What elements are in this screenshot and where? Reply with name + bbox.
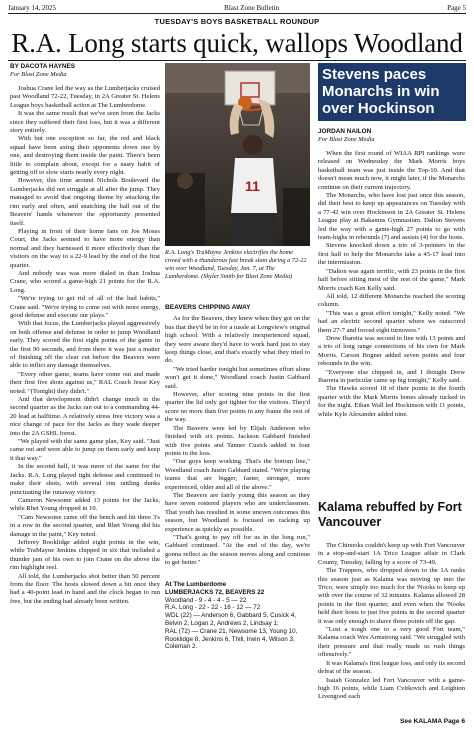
story3-paragraph: The Trappers, who dropped down to the 1A ranks this season just as Kalama was moving up into the Trico, were simply too much for the 'Nooks to keep up with over the course of 32 minutes. Kalama allowed 28 points in the first quarter, and even when the 'Nooks held their hosts to just five points in the second quarter it was only enough to shave three points off the gap.	[318, 567, 465, 625]
main-story-byline: BY DACOTA HAYNES	[10, 63, 75, 70]
main-story-paragraph: And nobody was was more dialed in than Joshua Crane, who scored a game-high 21 points for the R.A. Long.	[10, 269, 160, 294]
jump-line-kalama[interactable]: See KALAMA Page 6	[400, 718, 465, 725]
main-story-paragraph: Cameron Newsome added 13 points for the Jacks, while Rhet Young dropped in 10.	[10, 496, 160, 513]
main-story-paragraph: "We're trying to get rid of all of the bad habits," Crane said. "We're trying to come out with more energy, good defense and execute our plays."	[10, 295, 160, 319]
main-story-paragraph: With but one exception so far, the red and black squad have been axing their opponents down one by one, and destroying them inside the paint. There's been little to complain about, except for a nasty habit of getting off to slow starts nearly every night.	[10, 135, 160, 177]
story2-byline-org: For Blast Zone Media	[318, 136, 375, 143]
story2-paragraph: "Dalton was again terrific, with 23 points in the first half before sitting most of the rest of the game," Mark Morris coach Ken Kelly said.	[318, 267, 465, 292]
continuation-paragraph: However, after scoring nine points in the first quarter the lid only got tighter for the visitors. They'd score no more than five points in any frame the rest of the way.	[165, 391, 310, 424]
main-headline: R.A. Long starts quick, wallops Woodland	[11, 28, 463, 58]
main-story-paragraph: However, this time around Nichols Boulevard the Lumberjacks did not struggle at all after the jump. They managed to avoid that ongoing theme by attacking the rim early and often, and snatching the ball out of the Beavers' hands whenever the opportunity presented itself.	[10, 177, 160, 227]
story2-headline: Stevens paces Monarchs in win over Hockinson	[318, 63, 466, 121]
box-score-line: Woodland - 9 - 4 - 4 - 5 — 22	[165, 596, 247, 604]
story3-headline: Kalama rebuffed by Fort Vancouver	[318, 500, 462, 529]
headline-rule	[8, 60, 466, 61]
main-story-column	[10, 63, 160, 606]
main-story-paragraph: Playing in front of their home fans on Joe Moses Court, the Jacks seemed to have more energy than normal and they harnessed it more effectively than the visitors on the way to a 22-9 lead by the end of the first quarter.	[10, 227, 160, 269]
story2-byline: JORDAN NAILON	[318, 128, 372, 135]
story2-paragraph: When the first round of WIAA RPI rankings were released on Wednesday the Mark Morris boys basketball team was just inside the Top-10. And that doesn't mean much now, it might later, if the Monarchs continue on their current trajectory.	[318, 150, 465, 191]
story3-paragraph: It was Kalama's first league loss, and only its second defeat of the season.	[318, 659, 465, 676]
main-story-paragraph: Joshua Crane led the way as the Lumberjacks cruised past Woodland 72-22, Tuesday, in 2A Greater St. Helens League boys basketball action at The Lumberdome.	[10, 85, 160, 109]
main-story-paragraph: And that development didn't change much in the second quarter as the Jacks ran out to a commanding 44-20 lead at halftime. A relatively stress free victory was a nice change of pace for the Jacks as they wade deeper into the 2A GSHL forest.	[10, 396, 160, 437]
subhead-beavers: BEAVERS CHIPPING AWAY	[165, 304, 251, 311]
publication-name: Blast Zone Bulletin	[224, 3, 279, 12]
continuation-paragraph: The Beavers were led by Elijah Anderson who finished with six points. Jackson Gabbard finished with five points and Tanner Cusick added in four points in the loss.	[165, 424, 310, 457]
issue-date: January 14, 2025	[8, 3, 57, 12]
box-score	[165, 581, 310, 651]
main-story-paragraph: In the second half, it was more of the same for the Jacks. R.A. Long played tight defense and continued to make their shots, with several rim rattling dunks punctuating the runaway victory.	[10, 463, 160, 496]
box-score-line: RAL (72) — Crane 21, Newsome 13, Young 10, Rooklidge 8, Jenkins 6, Thill, Irwin 4, Wilson 3, Coleman 2.	[165, 627, 298, 651]
story2-paragraph: The Monarchs, who have lost just once this season, did their best to keep up appearances on Tuesday with a 77-42 win over Hockinson in 2A Greater St. Helens League play at Bakamus Gymnasium. Dalton Stevens led the way with a game-high 27 points to go with team-highs in rebounds (7) and assists (4) for the hosts.	[318, 192, 465, 242]
page-number: Page 5	[447, 3, 466, 12]
main-story-paragraph: With that focus, the Lumberjacks played aggressively on both offense and defense in order to jump Woodland early. They scored the first eight points of the game in the first 90 seconds, and from there it was just a matter of finishing off the clear cut before the Beavers were able to inflict any damage themselves.	[10, 320, 160, 370]
continuation-paragraph: The Beavers are fairly young this season as they have seven rostered players who are underclassmen. That youth has resulted in some uneven outcomes this season, but Woodland is focused on racking up experience as quickly as possible.	[165, 491, 310, 533]
story2-paragraph: "Everyone else chipped in, and I thought Drew Ibarreta in particular came up big tonight," Kelly said.	[318, 368, 465, 384]
main-story-paragraph: "Cam Newsome came off the bench and hit three 3's in a row in the second quarter, and Rhet Young did his damage in the paint," Key noted.	[10, 513, 160, 538]
story2-paragraph: "This was a great effort tonight," Kelly noted. "We had an electric second quarter where we outscored them 27-7 and forced eight turnovers."	[318, 309, 465, 334]
story2-column	[318, 128, 465, 419]
box-score-line: WDL (22) — Anderson 6, Gabbard 5, Cusick 4, Belvin 2, Logan 2, Andrews 2, Lindsay 1;	[165, 612, 297, 627]
section-kicker: TUESDAY'S BOYS BASKETBALL ROUNDUP	[154, 17, 320, 26]
box-score-title: LUMBERJACKS 72, BEAVERS 22	[165, 588, 265, 596]
box-score-venue: At The Lumberdome	[165, 581, 227, 588]
continuation-paragraph: "That's going to pay off for us in the long run," Gabbard continued. "At the end of the day, we're gonna reflect as the season moves along and continue to get better."	[165, 533, 310, 567]
main-story-continuation	[165, 302, 310, 568]
page-header	[8, 2, 466, 14]
main-story-paragraph: Jefferey Rooklidge added eight points in the win, while TraMayne Jenkins chipped in six that included a thunder jam of his own to join Crane on the above the rim highlight reel.	[10, 538, 160, 572]
main-story-paragraph: "Every other game, teams have come out and made their first five shots against us," RAL Coach Jesse Key noted. "(Tonight) they didn't."	[10, 370, 160, 395]
story2-paragraph: The Hawks scored 18 of their points in the fourth quarter with the Mark Morris bones already tucked in for the night. Ethan Wall led Hockinson with 11 points, while Kyle Alexander added nine.	[318, 385, 465, 418]
main-story-paragraph: All told, the Lumberjacks shot better than 50 percent from the floor. The hosts slowed down a bit once they had a 40-point lead in hand and the clock began to run free, but the ending had already been written.	[10, 572, 160, 605]
story3-column	[318, 542, 465, 702]
continuation-paragraph: "Our guys keep working. That's the bottom line," Woodland coach Justin Gabbard stated. "We're playing teams that are bigger, faster, stronger, more experienced, older and all of the above."	[165, 458, 310, 491]
story2-paragraph: All told, 12 different Monarchs reached the scoring column.	[318, 292, 465, 309]
main-story-paragraph: It was the same result that we've seen from the Jacks since they suffered their first loss, but it was a different story entirely.	[10, 110, 160, 135]
photo-caption: R.A. Long's TraMayne Jenkins electrifies the home crowd with a thunderous fast break slam during a 72-22 win over Woodland, Tuesday, Jan. 7, at The Lumberdome. (Skyler Smith for Blast Zone Media)	[165, 249, 307, 280]
story3-paragraph: The Chinooks couldn't keep up with Fort Vancouver in a stop-and-start 1A Trico League affair in Clark County, Tuesday, falling by a score of 73-49.	[318, 542, 465, 566]
story3-paragraph: "Lost a tough one to a very good Fort team," Kalama coach Wes Armstrong said. "We struggled with their pressure and that really made us rush things offensively."	[318, 626, 465, 659]
main-story-byline-org: For Blast Zone Media	[10, 71, 67, 78]
story3-paragraph: Isaiah Gonzalez led Fort Vancouver with a game-high 16 points, while Liam Cvitkovich and Leighton Livengood each	[318, 676, 465, 701]
main-story-paragraph: "We played with the same game plan, Key said. "Just came out and were able to jump on them early and keep it that way."	[10, 438, 160, 462]
continuation-paragraph: As for the Beavers, they knew when they got on the bus that they'd be in for a tussle at Longview's original high school. With a relatively inexperienced squad, they were aware they'd have to work hard just to stay keep things close, and that's exactly what they tried to do.	[165, 315, 310, 365]
story2-paragraph: Stevens knocked down a trio of 3-pointers in the first half to help the Monarchs take a 45-17 lead into the intermission.	[318, 242, 465, 267]
basketball-dunk-photo	[165, 63, 310, 246]
box-score-line: R.A. Long - 22 - 22 - 16 - 12 — 72	[165, 604, 261, 612]
photo-illustration	[165, 63, 310, 246]
continuation-paragraph: "We tried harder tonight but sometimes effort alone won't get it done," Woodland coach Justin Gabbard said.	[165, 365, 310, 390]
svg-text:11: 11	[245, 178, 260, 194]
story2-paragraph: Drew Ibaretta was second in line with 13 points and a trio of long range connections of his own for Mark Morris. Carson Bogner added seven points and four rebounds in the win.	[318, 334, 465, 368]
